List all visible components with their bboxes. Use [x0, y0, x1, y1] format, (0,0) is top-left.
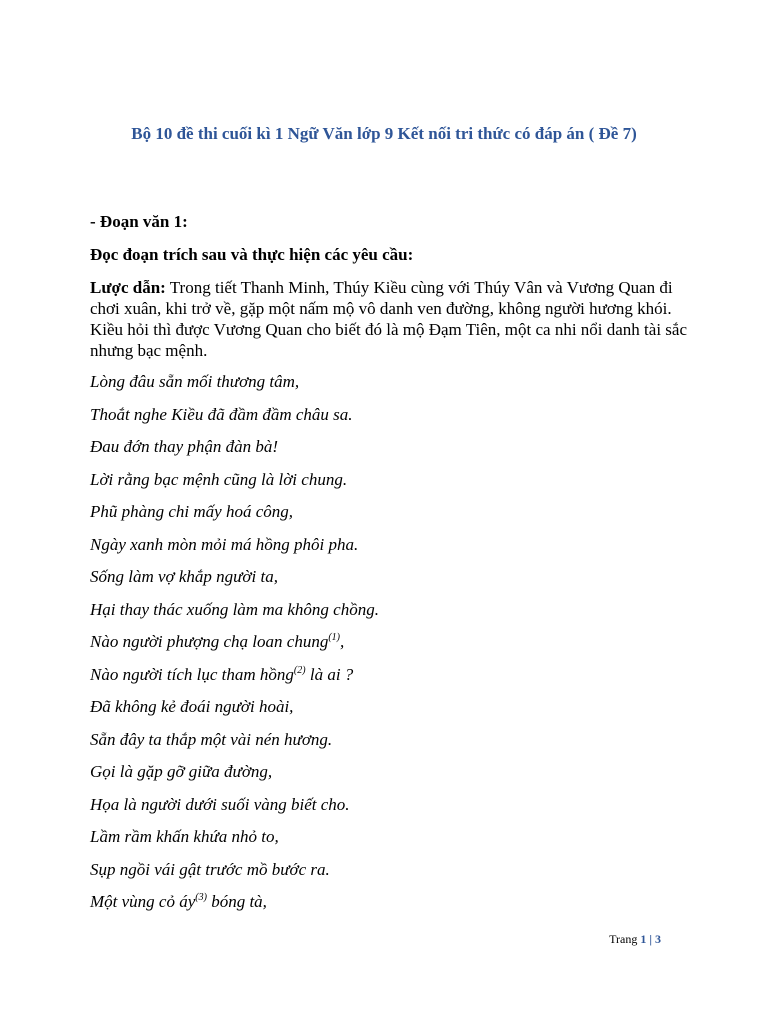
- verse-line: [90, 436, 690, 469]
- verse-line: [90, 794, 690, 827]
- document-title: Bộ 10 đề thi cuối kì 1 Ngữ Văn lớp 9 Kết nối tri thức có đáp án ( Đề 7): [131, 124, 637, 143]
- summary-text: Trong tiết Thanh Minh, Thúy Kiều cùng với Thúy Vân và Vương Quan đi chơi xuân, khi trở về, gặp một nấm mộ vô danh ven đường, không người hương khói. Kiều hỏi thì được Vương Quan cho biết đó là mộ Đạm Tiên, một ca nhi nổi danh tài sắc nhưng bạc mệnh.: [90, 278, 688, 360]
- verse-text: Phũ phàng chi mấy hoá công,: [90, 502, 294, 521]
- verse-line: [90, 534, 690, 567]
- verse-line: [90, 859, 690, 892]
- page-footer: [609, 932, 661, 947]
- verse-line: [90, 599, 690, 632]
- verse-line: [90, 826, 690, 859]
- poem-excerpt: [90, 371, 690, 924]
- verse-text: Sống làm vợ khắp người ta,: [90, 567, 278, 586]
- verse-text: Sẵn đây ta thắp một vài nén hương.: [90, 729, 333, 749]
- verse-text: Ngày xanh mòn mỏi má hồng phôi pha.: [90, 534, 359, 554]
- verse-line: [90, 371, 690, 404]
- section-label: - Đoạn văn 1:: [90, 212, 188, 231]
- verse-line: [90, 469, 690, 502]
- verse-text: Hại thay thác xuống làm ma không chồng.: [90, 599, 379, 619]
- verse-line: [90, 696, 690, 729]
- footer-separator: |: [646, 932, 655, 946]
- verse-line: [90, 501, 690, 534]
- verse-text: Gọi là gặp gỡ giữa đường,: [90, 762, 273, 781]
- footnote-marker: (2): [293, 664, 306, 676]
- verse-text: Nào người phượng chạ loan chung: [90, 632, 329, 651]
- verse-line: [90, 891, 690, 924]
- total-pages: 3: [655, 932, 661, 946]
- summary-paragraph: [90, 277, 690, 361]
- verse-text: Nào người tích lục tham hồng: [90, 664, 294, 684]
- verse-text: Lời rằng bạc mệnh cũng là lời chung.: [90, 469, 348, 489]
- verse-line: [90, 664, 690, 697]
- verse-line: [90, 631, 690, 664]
- instruction: Đọc đoạn trích sau và thực hiện các yêu cầu:: [90, 245, 414, 264]
- verse-line: [90, 761, 690, 794]
- verse-line: [90, 729, 690, 762]
- verse-text: Đã không kẻ đoái người hoài,: [90, 697, 294, 716]
- footer-label: Trang: [609, 932, 641, 946]
- verse-text: Sụp ngồi vái gật trước mồ bước ra.: [90, 859, 330, 879]
- current-page-number: 1: [640, 932, 647, 946]
- verse-text-tail: ,: [340, 632, 345, 651]
- verse-text-tail: là ai ?: [305, 664, 354, 684]
- verse-text: Lầm rầm khấn khứa nhỏ to,: [90, 827, 279, 846]
- verse-text: Đau đớn thay phận đàn bà!: [90, 437, 279, 456]
- document-body: [90, 211, 690, 924]
- verse-text: Họa là người dưới suối vàng biết cho.: [90, 794, 350, 814]
- verse-line: [90, 404, 690, 437]
- footnote-marker: (3): [195, 892, 207, 903]
- footnote-marker: (1): [328, 632, 340, 643]
- verse-text: Lòng đâu sẵn mối thương tâm,: [90, 372, 300, 391]
- verse-text: Thoắt nghe Kiều đã đầm đầm châu sa.: [90, 404, 353, 424]
- verse-line: [90, 566, 690, 599]
- summary-label: Lược dẫn:: [90, 278, 166, 297]
- verse-text-tail: bóng tà,: [206, 892, 267, 911]
- verse-text: Một vùng cỏ áy: [90, 892, 196, 911]
